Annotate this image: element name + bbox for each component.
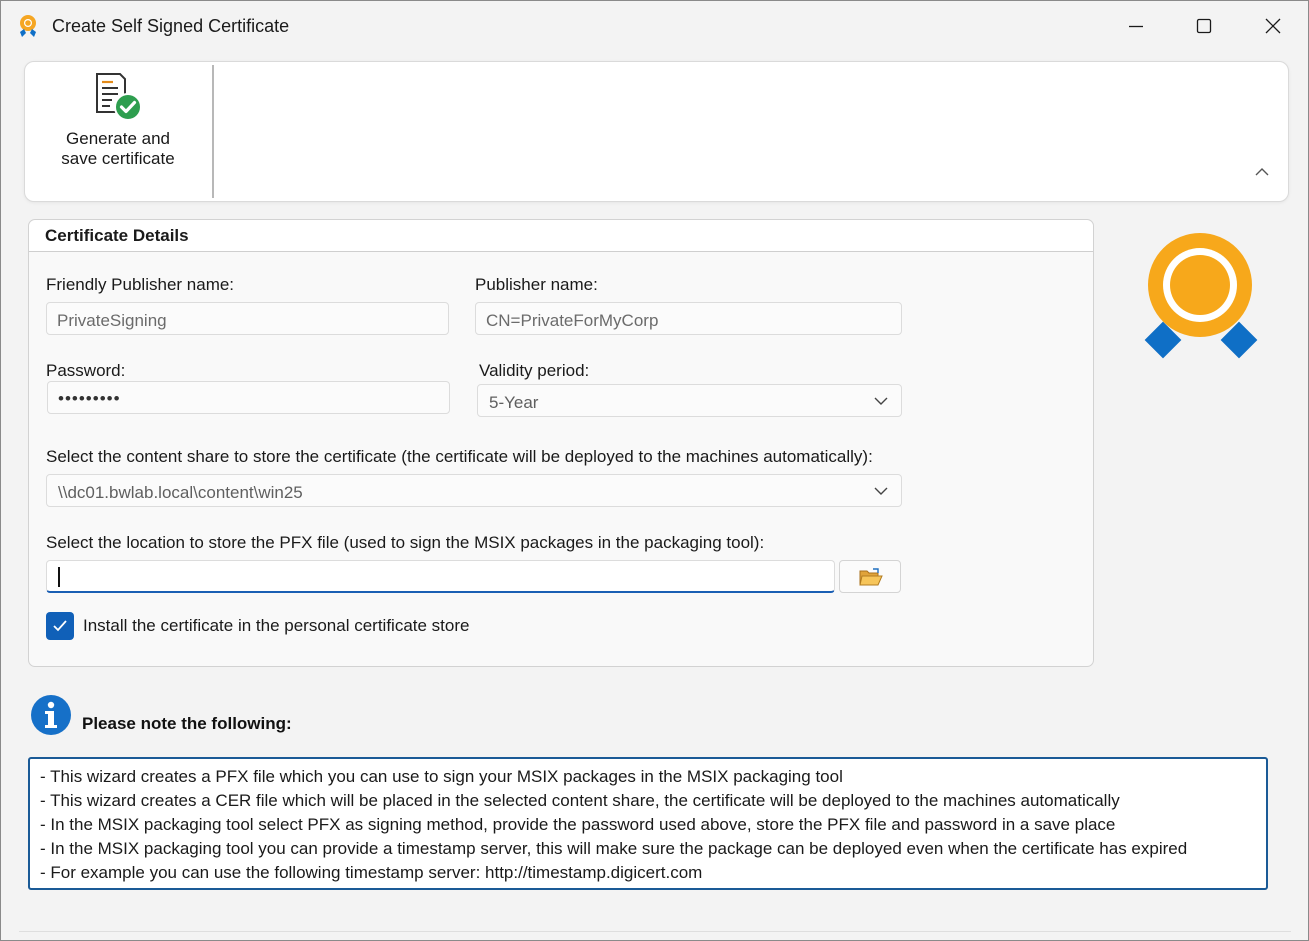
note-line: - For example you can use the following timestamp server: http://timestamp.digicert.com (40, 863, 703, 882)
window-title: Create Self Signed Certificate (52, 16, 290, 36)
content-share-select[interactable] (46, 474, 902, 507)
folder-open-icon (859, 568, 883, 586)
award-ribbon-icon (1141, 229, 1261, 365)
title-bar (1, 1, 1308, 51)
friendly-publisher-input[interactable]: PrivateSigning (46, 302, 449, 335)
maximize-icon (1196, 18, 1212, 34)
pfx-location-label: Select the location to store the PFX file (used to sign the MSIX packages in the packaging tool): (46, 533, 765, 552)
ribbon (24, 61, 1289, 202)
validity-value: 5-Year (489, 393, 539, 412)
ribbon-separator (212, 65, 214, 198)
friendly-publisher-label: Friendly Publisher name: (46, 275, 235, 294)
chevron-down-icon (873, 486, 889, 496)
content-share-value: \\dc01.bwlab.local\content\win25 (58, 483, 303, 502)
install-certificate-checkbox[interactable] (46, 612, 74, 640)
generate-save-certificate-button[interactable] (25, 62, 211, 201)
generate-save-certificate-label: Generate and save certificate (61, 129, 175, 168)
certificate-icon (17, 14, 39, 38)
publisher-input[interactable]: CN=PrivateForMyCorp (475, 302, 902, 335)
validity-select[interactable] (477, 384, 902, 417)
note-line: - In the MSIX packaging tool you can provide a timestamp server, this will make sure the package can be deployed even when the certificate has expired (40, 839, 1188, 858)
minimize-button[interactable] (1102, 1, 1170, 51)
install-certificate-label[interactable]: Install the certificate in the personal certificate store (83, 616, 470, 635)
text-caret (58, 567, 60, 587)
password-label: Password: (46, 361, 126, 380)
certificate-details-group (28, 219, 1094, 667)
validity-label: Validity period: (479, 361, 590, 380)
content-share-label: Select the content share to store the certificate (the certificate will be deployed to the machines automatically): (46, 447, 873, 466)
group-header (29, 220, 1093, 252)
password-input[interactable]: ••••••••• (47, 381, 450, 414)
note-line: - In the MSIX packaging tool select PFX as signing method, provide the password used above, store the PFX file and password in a save place (40, 815, 1116, 834)
close-icon (1265, 18, 1281, 34)
note-line: - This wizard creates a CER file which will be placed in the selected content share, the certificate will be deployed to the machines automatically (40, 791, 1120, 810)
note-line: - This wizard creates a PFX file which you can use to sign your MSIX packages in the MSIX packaging tool (40, 767, 843, 786)
maximize-button[interactable] (1170, 1, 1238, 51)
generate-certificate-icon (94, 72, 144, 122)
note-title: Please note the following: (82, 714, 292, 733)
chevron-up-icon[interactable] (1252, 162, 1272, 182)
info-icon (30, 694, 72, 736)
pfx-location-input[interactable] (46, 560, 835, 593)
group-title: Certificate Details (45, 226, 189, 245)
chevron-down-icon (873, 396, 889, 406)
notes-textbox[interactable] (28, 757, 1268, 890)
minimize-icon (1128, 18, 1144, 34)
browse-pfx-button[interactable] (839, 560, 901, 593)
checkmark-icon (52, 619, 68, 633)
footer-divider (19, 931, 1291, 932)
publisher-label: Publisher name: (475, 275, 598, 294)
close-button[interactable] (1239, 1, 1307, 51)
